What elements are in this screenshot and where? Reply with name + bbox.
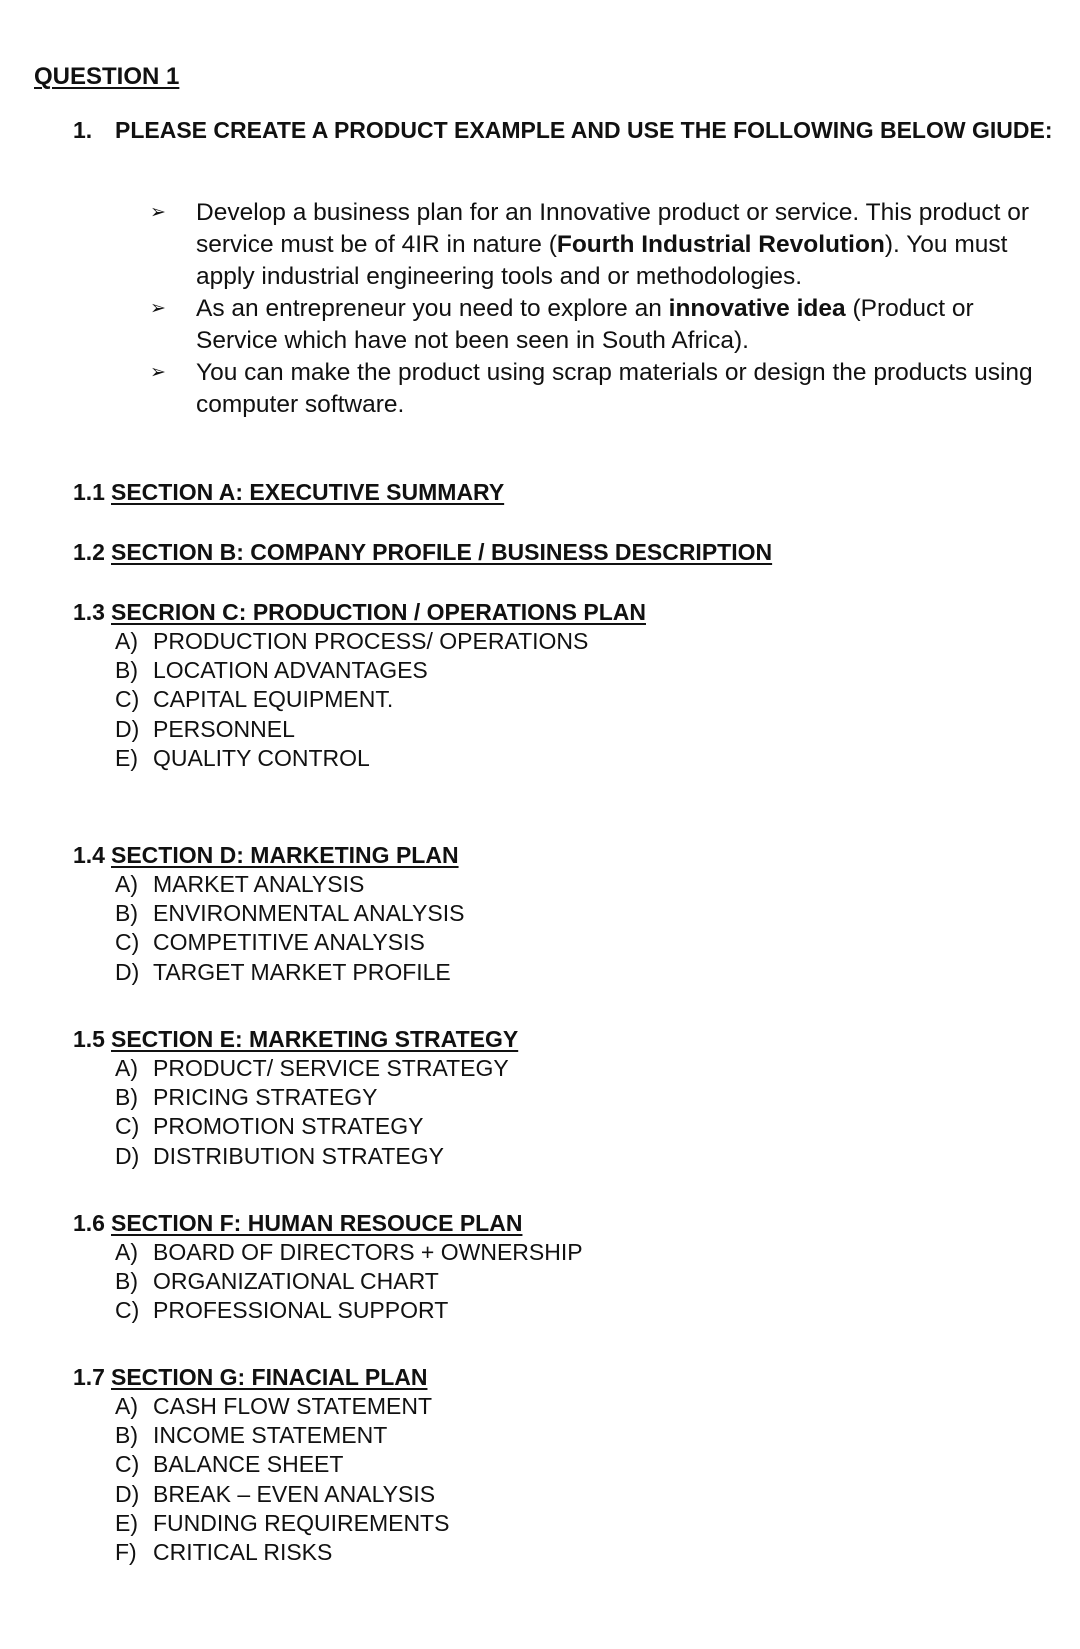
section-heading <box>73 537 1053 567</box>
list-item <box>115 899 1053 928</box>
guide-bullet <box>150 293 1060 357</box>
arrow-bullet-icon: ➢ <box>150 362 166 383</box>
arrow-bullet-icon: ➢ <box>150 202 166 223</box>
list-item <box>115 1392 1053 1421</box>
bullet-text: As an entrepreneur you need to explore an <box>196 295 669 322</box>
list-item <box>115 1296 1053 1325</box>
item-text: DISTRIBUTION STRATEGY <box>153 1142 444 1169</box>
section-title: SECTION A: EXECUTIVE SUMMARY <box>111 479 505 505</box>
section-title: SECTION E: MARKETING STRATEGY <box>111 1026 519 1052</box>
main-instruction-number: 1. <box>73 117 93 143</box>
item-letter: C) <box>115 686 140 713</box>
bullet-text: ). You must apply industrial engineering tools and or methodologies. <box>196 231 1008 290</box>
bullet-bold-text: Fourth Industrial Revolution <box>556 231 885 258</box>
bullet-text: (Product or Service which have not been seen in South Africa). <box>196 295 974 354</box>
list-item <box>115 656 1053 685</box>
section-d <box>73 840 1053 987</box>
list-item <box>115 928 1053 957</box>
item-letter: B) <box>115 900 138 927</box>
list-item <box>115 627 1053 656</box>
item-text: PRODUCTION PROCESS/ OPERATIONS <box>153 628 589 654</box>
item-text: FUNDING REQUIREMENTS <box>153 1509 450 1536</box>
bullet-text: You can make the product using scrap materials or design the products using computer software. <box>196 359 1033 418</box>
section-number: 1.3 <box>73 599 105 625</box>
item-text: BALANCE SHEET <box>153 1451 344 1478</box>
bullet-text: Develop a business plan for an Innovative product or service. This product or service must be of 4IR in nature ( <box>196 199 1029 258</box>
item-letter: B) <box>115 1268 138 1295</box>
item-text: TARGET MARKET PROFILE <box>153 958 451 985</box>
section-title: SECTION G: FINACIAL PLAN <box>111 1364 428 1390</box>
list-item <box>115 1054 1053 1083</box>
item-letter: C) <box>115 929 140 956</box>
list-item <box>115 1421 1053 1450</box>
section-f <box>73 1208 1053 1326</box>
section-heading <box>73 840 1053 870</box>
item-letter: C) <box>115 1451 140 1478</box>
list-item <box>115 1267 1053 1296</box>
section-number: 1.4 <box>73 842 105 868</box>
item-text: PRICING STRATEGY <box>153 1084 378 1111</box>
item-text: PROFESSIONAL SUPPORT <box>153 1297 449 1324</box>
section-number: 1.5 <box>73 1026 105 1052</box>
item-letter: E) <box>115 1509 138 1536</box>
section-number: 1.2 <box>73 539 105 565</box>
guide-bullet <box>150 357 1060 421</box>
item-text: MARKET ANALYSIS <box>153 871 365 897</box>
item-letter: B) <box>115 1422 138 1449</box>
list-item <box>115 1142 1053 1171</box>
section-heading <box>73 1208 1053 1238</box>
guide-bullet-list <box>150 197 1060 421</box>
section-heading <box>73 1024 1053 1054</box>
item-text: CASH FLOW STATEMENT <box>153 1393 432 1419</box>
item-letter: B) <box>115 657 138 684</box>
item-text: COMPETITIVE ANALYSIS <box>153 929 425 956</box>
list-item <box>115 1083 1053 1112</box>
item-letter: E) <box>115 744 138 771</box>
list-item <box>115 870 1053 899</box>
list-item <box>115 744 1053 773</box>
bullet-bold-text: innovative idea <box>668 295 846 322</box>
section-title: SECRION C: PRODUCTION / OPERATIONS PLAN <box>111 599 646 625</box>
section-title: SECTION D: MARKETING PLAN <box>111 842 459 868</box>
list-item <box>115 1238 1053 1267</box>
list-item <box>115 685 1053 714</box>
list-item <box>115 1450 1053 1479</box>
item-letter: B) <box>115 1084 138 1111</box>
item-text: ENVIRONMENTAL ANALYSIS <box>153 900 465 927</box>
section-number: 1.6 <box>73 1210 105 1236</box>
section-c <box>73 597 1053 773</box>
item-text: PERSONNEL <box>153 715 295 742</box>
section-number: 1.1 <box>73 479 105 505</box>
item-letter: A) <box>115 1055 138 1081</box>
arrow-bullet-icon: ➢ <box>150 298 166 319</box>
item-text: CRITICAL RISKS <box>153 1539 333 1566</box>
item-letter: D) <box>115 1142 140 1169</box>
item-letter: D) <box>115 715 140 742</box>
list-item <box>115 958 1053 987</box>
guide-bullet <box>150 197 1060 293</box>
item-text: BOARD OF DIRECTORS + OWNERSHIP <box>153 1239 583 1265</box>
item-text: INCOME STATEMENT <box>153 1422 388 1449</box>
item-letter: F) <box>115 1539 137 1566</box>
section-heading <box>73 1362 1053 1392</box>
question-title: QUESTION 1 <box>34 63 180 90</box>
list-item <box>115 715 1053 744</box>
section-title: SECTION F: HUMAN RESOUCE PLAN <box>111 1210 523 1236</box>
item-text: LOCATION ADVANTAGES <box>153 657 428 684</box>
item-letter: D) <box>115 958 140 985</box>
section-title: SECTION B: COMPANY PROFILE / BUSINESS DESCRIPTION <box>111 539 773 565</box>
item-text: ORGANIZATIONAL CHART <box>153 1268 439 1295</box>
section-a <box>73 477 1053 507</box>
list-item <box>115 1509 1053 1538</box>
item-text: BREAK – EVEN ANALYSIS <box>153 1480 436 1507</box>
section-g <box>73 1362 1053 1567</box>
section-b <box>73 537 1053 567</box>
item-letter: C) <box>115 1113 140 1140</box>
main-instruction-text: PLEASE CREATE A PRODUCT EXAMPLE AND USE THE FOLLOWING BELOW GIUDE: <box>115 117 1053 143</box>
item-letter: C) <box>115 1297 140 1324</box>
section-number: 1.7 <box>73 1364 105 1390</box>
item-letter: D) <box>115 1480 140 1507</box>
list-item <box>115 1480 1053 1509</box>
item-letter: A) <box>115 628 138 654</box>
item-letter: A) <box>115 1393 138 1419</box>
main-instruction <box>73 115 1053 146</box>
list-item <box>115 1112 1053 1141</box>
list-item <box>115 1538 1053 1567</box>
item-letter: A) <box>115 871 138 897</box>
item-text: QUALITY CONTROL <box>153 744 370 771</box>
section-heading <box>73 477 1053 507</box>
item-text: PROMOTION STRATEGY <box>153 1113 424 1140</box>
item-letter: A) <box>115 1239 138 1265</box>
item-text: CAPITAL EQUIPMENT. <box>153 686 394 713</box>
section-heading <box>73 597 1053 627</box>
section-e <box>73 1024 1053 1171</box>
item-text: PRODUCT/ SERVICE STRATEGY <box>153 1055 509 1081</box>
